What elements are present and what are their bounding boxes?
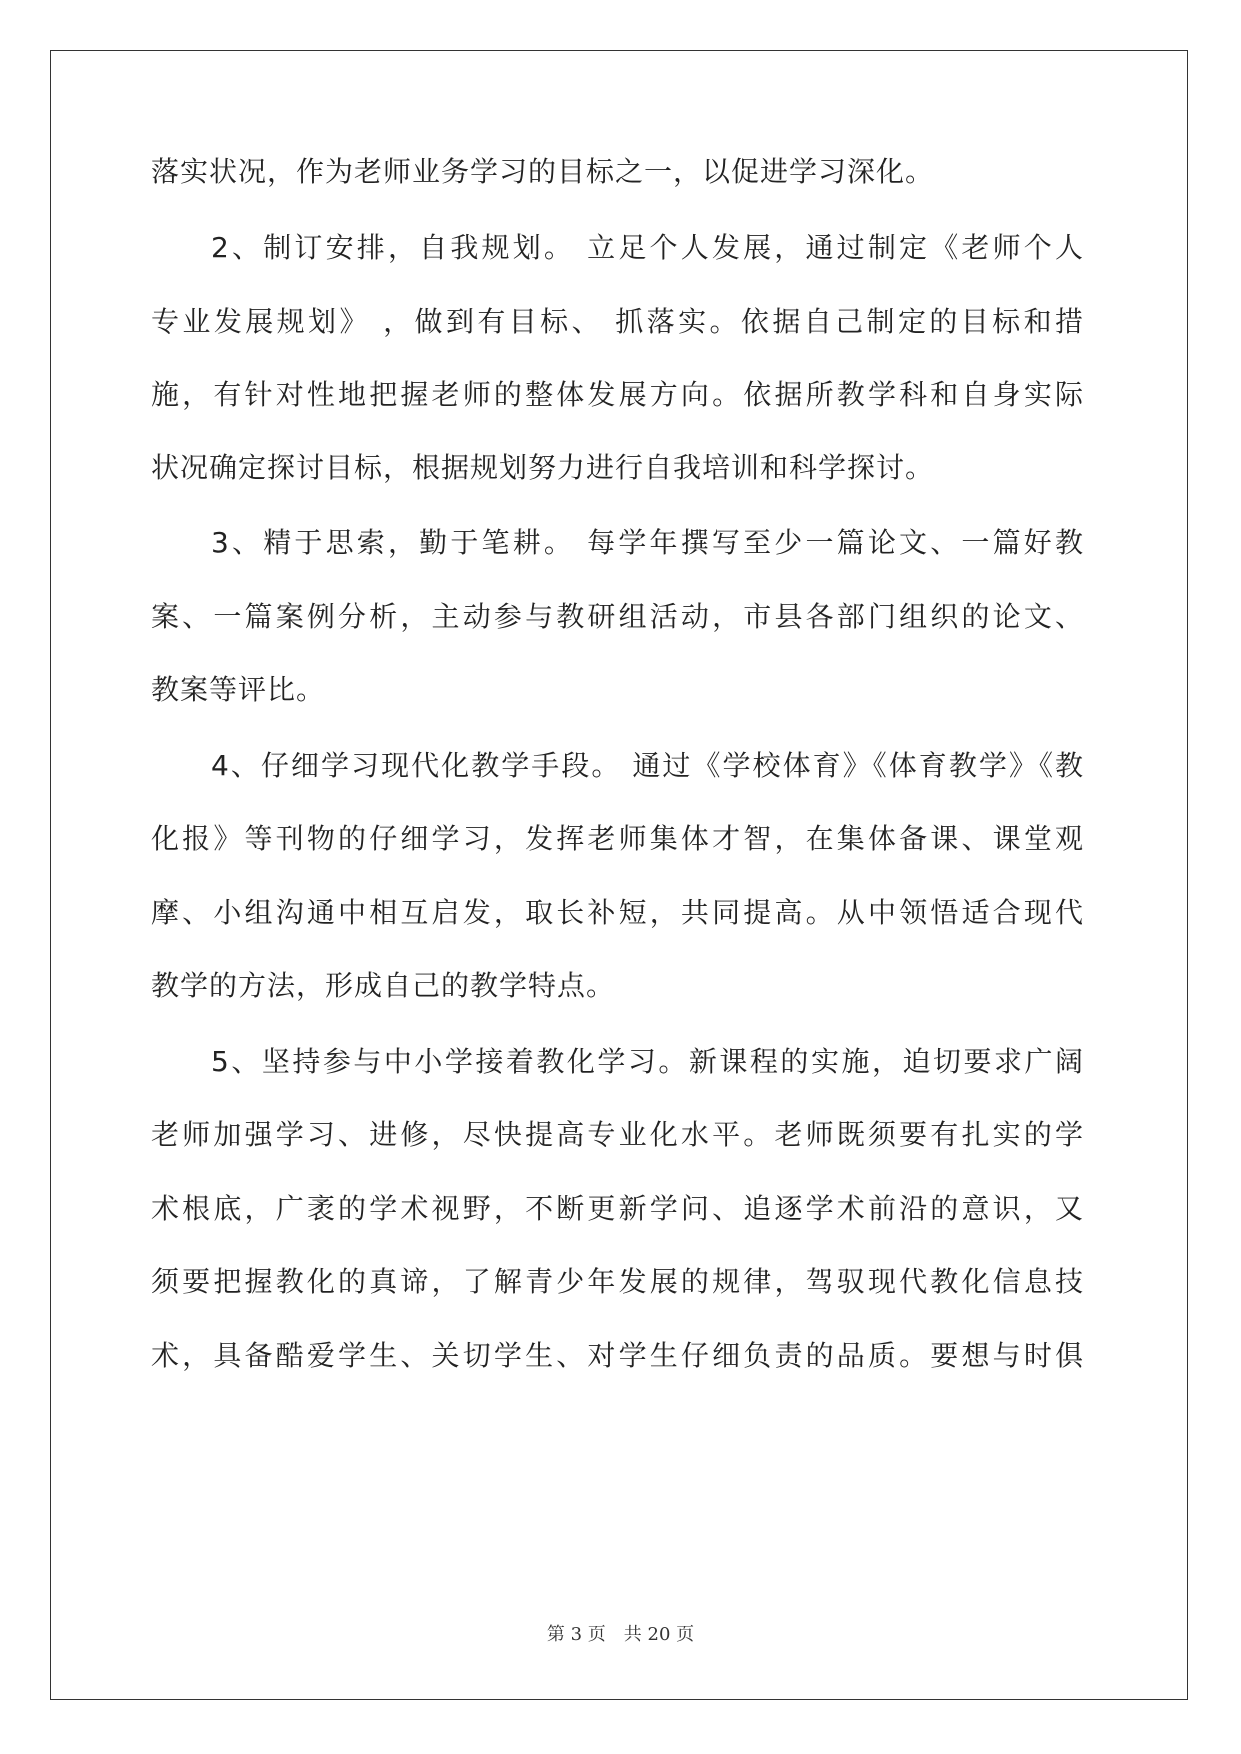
text-line: 教学的方法，形成自己的教学特点。 — [151, 969, 616, 1002]
text-line: 专业发展规划》 ，做到有目标、 抓落实。依据自己制定的目标和措 — [151, 305, 1084, 338]
text-line: 施，有针对性地把握老师的整体发展方向。依据所教学科和自身实际 — [151, 378, 1084, 411]
text-line: 术，具备酷爱学生、关切学生、对学生仔细负责的品质。要想与时俱 — [151, 1339, 1084, 1372]
page-number-footer: 第 3 页 共 20 页 — [546, 1624, 695, 1645]
text-line: 摩、小组沟通中相互启发，取长补短，共同提高。从中领悟适合现代 — [151, 896, 1084, 929]
text-line: 4、仔细学习现代化教学手段。 通过《学校体育》《体育教学》《教 — [211, 749, 1084, 782]
text-line: 化报》等刊物的仔细学习，发挥老师集体才智，在集体备课、课堂观 — [151, 822, 1084, 855]
text-line: 案、一篇案例分析，主动参与教研组活动，市县各部门组织的论文、 — [151, 600, 1084, 633]
text-line: 2、制订安排，自我规划。 立足个人发展，通过制定《老师个人 — [211, 231, 1084, 264]
text-line: 须要把握教化的真谛，了解青少年发展的规律，驾驭现代教化信息技 — [151, 1265, 1084, 1298]
text-line: 老师加强学习、进修，尽快提高专业化水平。老师既须要有扎实的学 — [151, 1118, 1084, 1151]
text-line: 状况确定探讨目标，根据规划努力进行自我培训和科学探讨。 — [151, 451, 935, 484]
text-line: 术根底，广袤的学术视野，不断更新学问、追逐学术前沿的意识，又 — [151, 1192, 1084, 1225]
text-line: 3、精于思索，勤于笔耕。 每学年撰写至少一篇论文、一篇好教 — [211, 526, 1084, 559]
page-frame — [50, 50, 1188, 1700]
text-line: 落实状况，作为老师业务学习的目标之一，以促进学习深化。 — [151, 155, 935, 188]
text-line: 教案等评比。 — [151, 673, 326, 706]
text-line: 5、坚持参与中小学接着教化学习。新课程的实施，迫切要求广阔 — [211, 1045, 1084, 1078]
